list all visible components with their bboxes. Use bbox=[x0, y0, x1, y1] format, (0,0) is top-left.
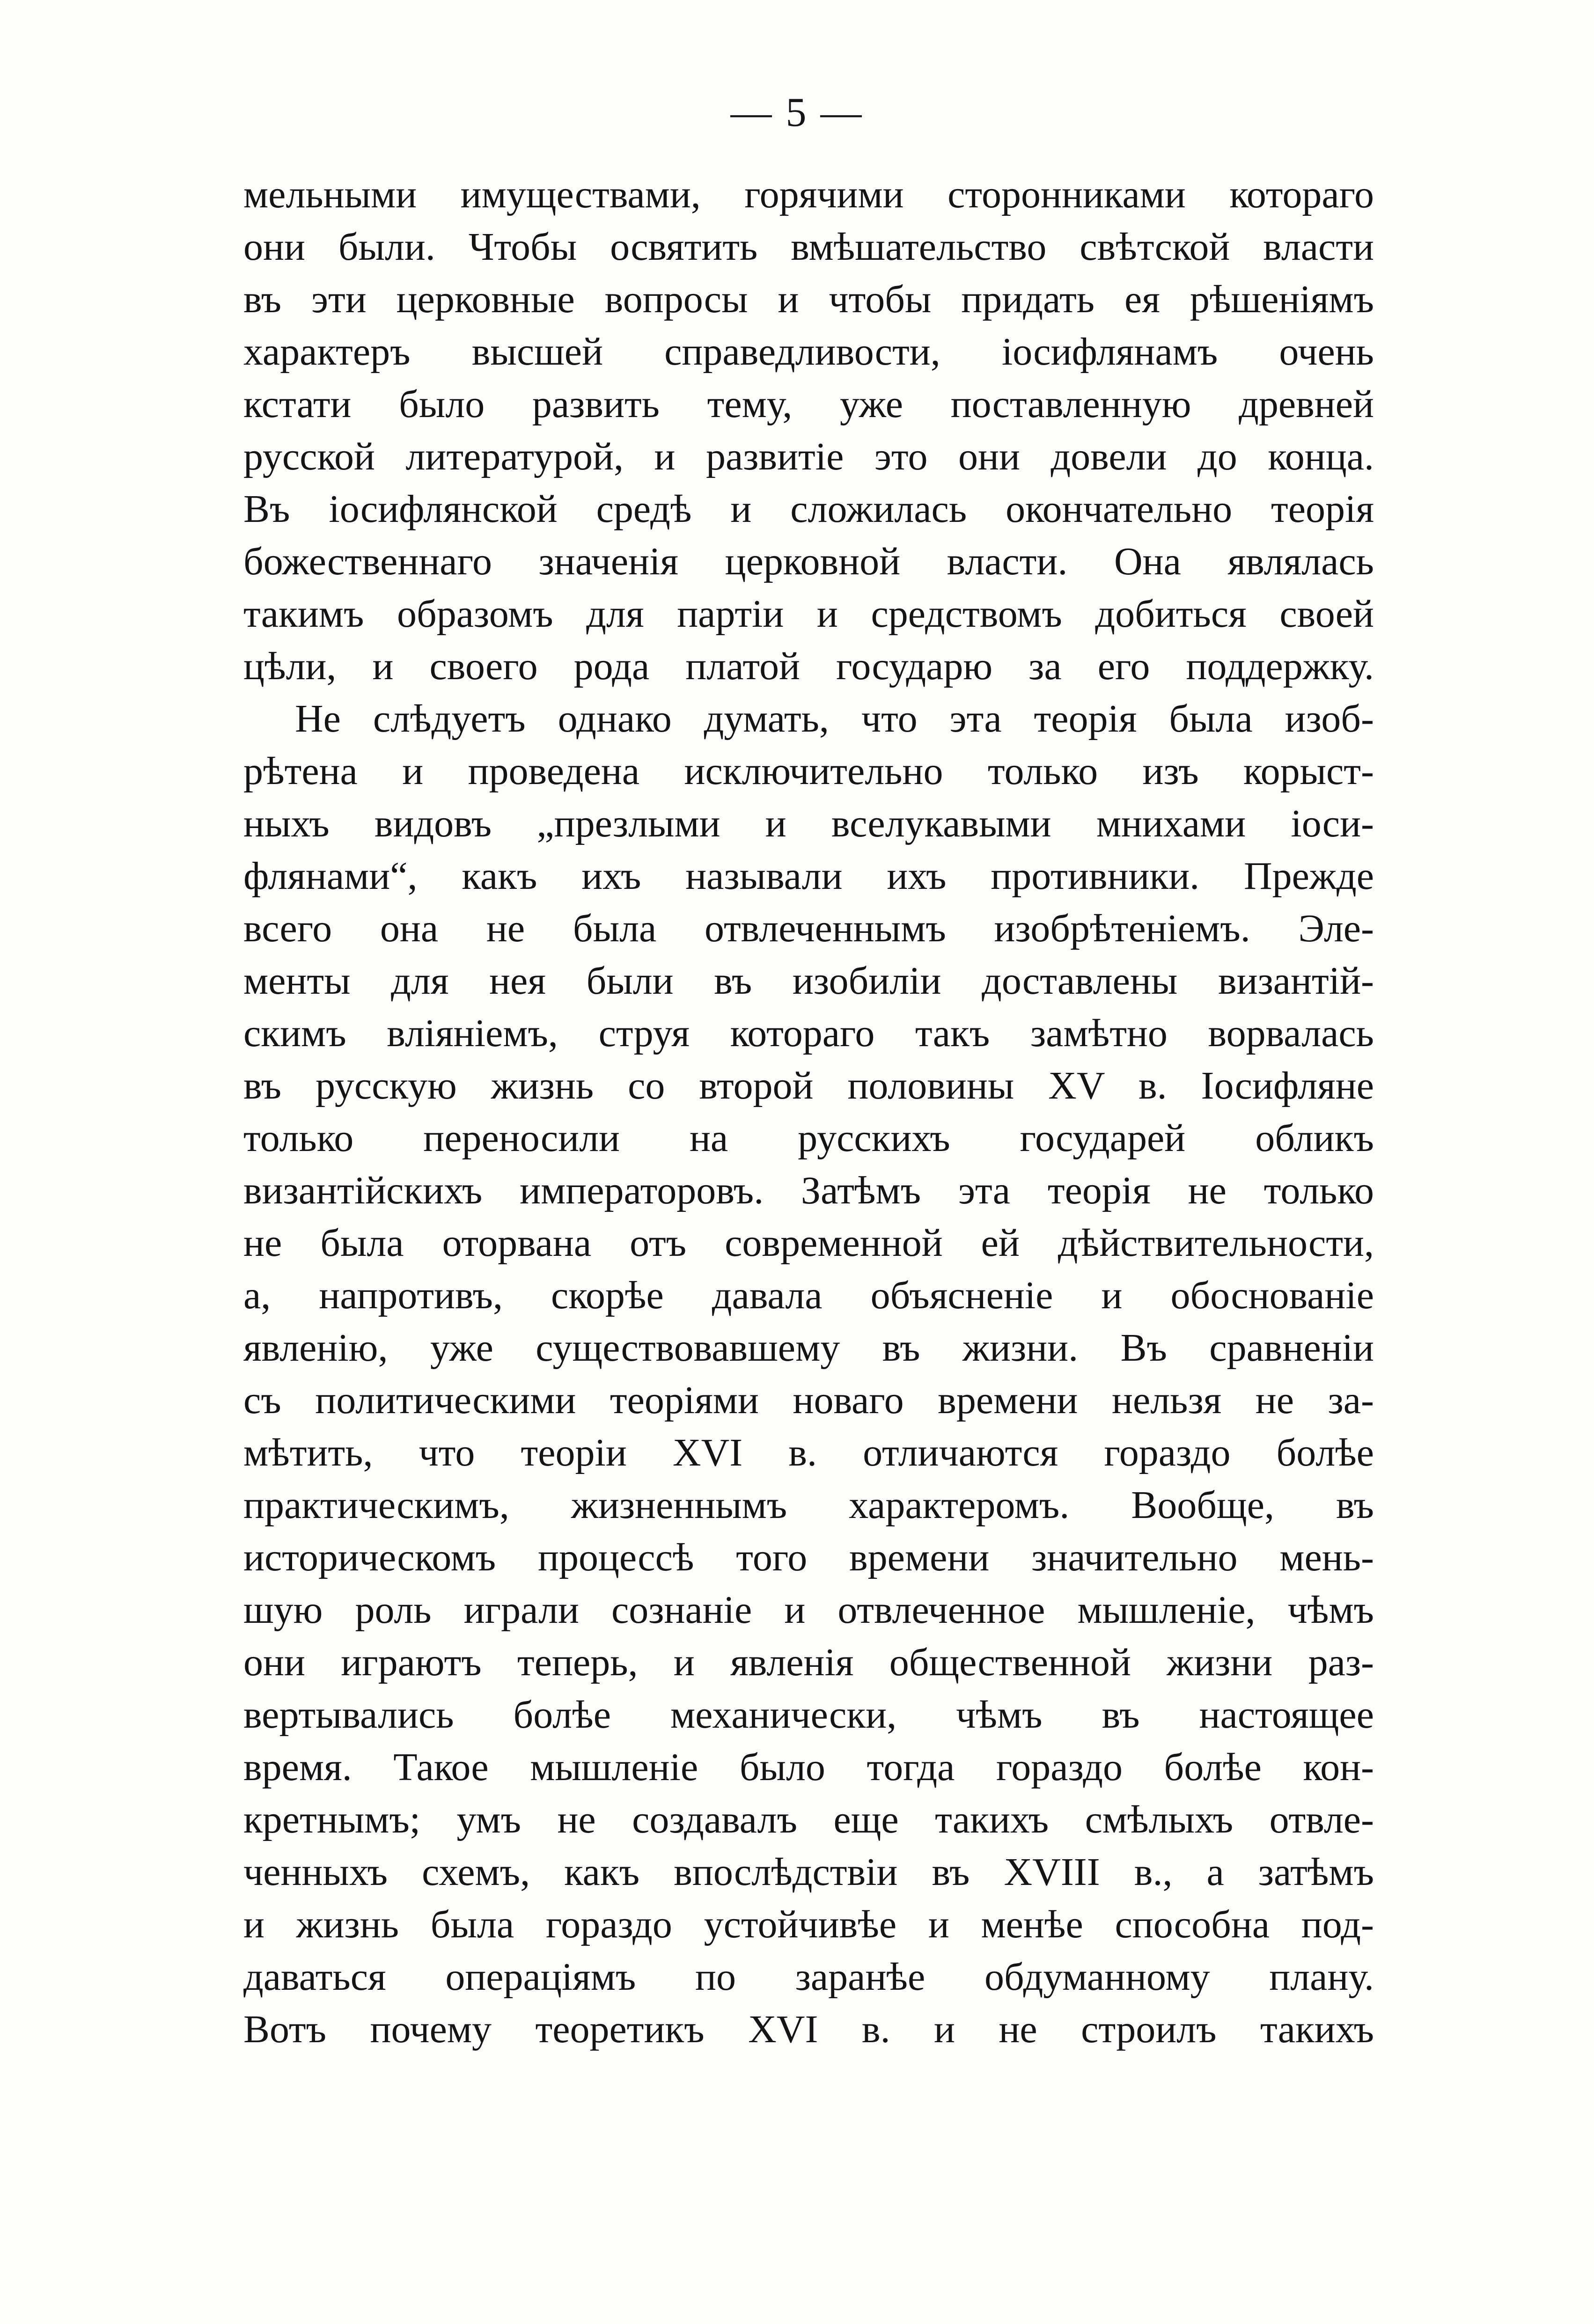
text-line: историческомъ процессѣ того времени значительно мень- bbox=[243, 1536, 1374, 1579]
text-line: Въ іосифлянской средѣ и сложилась окончательно теорія bbox=[243, 487, 1374, 531]
text-line: явленію, уже существовавшему въ жизни. Въ сравненіи bbox=[243, 1326, 1374, 1370]
text-line: вертывались болѣе механически, чѣмъ въ настоящее bbox=[243, 1693, 1374, 1737]
text-line: византійскихъ императоровъ. Затѣмъ эта теорія не только bbox=[243, 1169, 1374, 1212]
text-line: практическимъ, жизненнымъ характеромъ. Вообще, въ bbox=[243, 1483, 1374, 1527]
text-line: скимъ вліяніемъ, струя котораго такъ замѣтно ворвалась bbox=[243, 1012, 1374, 1055]
text-line: въ русскую жизнь со второй половины XV в. Іосифляне bbox=[243, 1064, 1374, 1107]
text-line: мельными имуществами, горячими сторонниками котораго bbox=[243, 173, 1374, 216]
text-line: рѣтена и проведена исключительно только изъ корыст- bbox=[243, 749, 1374, 793]
text-line: даваться операціямъ по заранѣе обдуманному плану. bbox=[243, 1955, 1374, 1999]
text-line: всего она не была отвлеченнымъ изобрѣтеніемъ. Эле- bbox=[243, 907, 1374, 950]
text-line: кстати было развить тему, уже поставленную древней bbox=[243, 382, 1374, 426]
text-line: Не слѣдуетъ однако думать, что эта теорія была изоб- bbox=[295, 697, 1374, 740]
text-line: съ политическими теоріями новаго времени нельзя не за- bbox=[243, 1378, 1374, 1422]
text-line: характеръ высшей справедливости, іосифлянамъ очень bbox=[243, 330, 1374, 374]
text-line: мѣтить, что теоріи XVI в. отличаются гораздо болѣе bbox=[243, 1431, 1374, 1474]
text-line: ныхъ видовъ „презлыми и вселукавыми мнихами іоси- bbox=[243, 802, 1374, 845]
text-line: въ эти церковные вопросы и чтобы придать ея рѣшеніямъ bbox=[243, 278, 1374, 321]
text-line: и жизнь была гораздо устойчивѣе и менѣе способна под- bbox=[243, 1903, 1374, 1946]
text-line: менты для нея были въ изобиліи доставлены византій- bbox=[243, 959, 1374, 1003]
text-line: только переносили на русскихъ государей обликъ bbox=[243, 1116, 1374, 1160]
text-line: божественнаго значенія церковной власти. Она являлась bbox=[243, 540, 1374, 583]
text-line: не была оторвана отъ современной ей дѣйствительности, bbox=[243, 1221, 1374, 1265]
text-line: ченныхъ схемъ, какъ впослѣдствіи въ XVIII в., а затѣмъ bbox=[243, 1850, 1374, 1894]
text-line: кретнымъ; умъ не создавалъ еще такихъ смѣлыхъ отвле- bbox=[243, 1798, 1374, 1841]
text-line: а, напротивъ, скорѣе давала объясненіе и обоснованіе bbox=[243, 1274, 1374, 1317]
text-line: такимъ образомъ для партіи и средствомъ добиться своей bbox=[243, 592, 1374, 636]
text-line: они были. Чтобы освятить вмѣшательство свѣтской власти bbox=[243, 225, 1374, 269]
text-line: Вотъ почему теоретикъ XVI в. и не строилъ такихъ bbox=[243, 2008, 1374, 2051]
text-line: время. Такое мышленіе было тогда гораздо болѣе кон- bbox=[243, 1745, 1374, 1789]
body-text bbox=[243, 169, 1374, 2056]
text-line: шую роль играли сознаніе и отвлеченное мышленіе, чѣмъ bbox=[243, 1588, 1374, 1632]
text-line: цѣли, и своего рода платой государю за его поддержку. bbox=[243, 645, 1374, 688]
text-line: они играютъ теперь, и явленія общественной жизни раз- bbox=[243, 1641, 1374, 1684]
text-line: русской литературой, и развитіе это они довели до конца. bbox=[243, 435, 1374, 478]
page-number: — 5 — bbox=[730, 90, 864, 135]
text-line: флянами“, какъ ихъ называли ихъ противники. Прежде bbox=[243, 854, 1374, 898]
